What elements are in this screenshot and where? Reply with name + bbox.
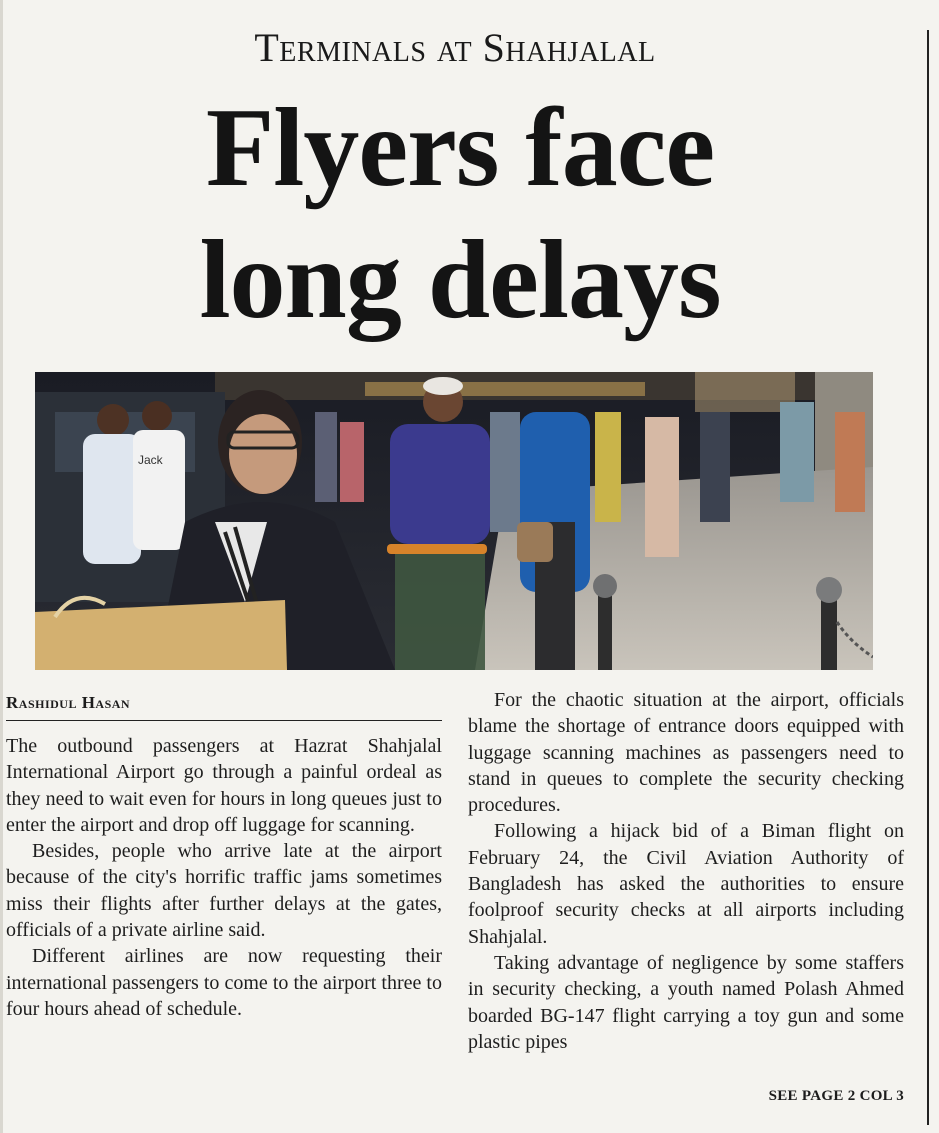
paragraph: Different airlines are now requesting their international passengers to come to the airport three to four hours ahead of schedule. <box>6 945 442 1020</box>
paragraph: For the chaotic situation at the airport, officials blame the shortage of entrance doors equipped with luggage scanning machines as passengers need to stand in queues to complete the security checking procedures. <box>468 689 904 817</box>
article-column-2 <box>468 687 904 1055</box>
news-photo <box>35 372 873 670</box>
paragraph: Besides, people who arrive late at the airport because of the city's horrific traffic jams sometimes miss their flights after further delays at the gates, officials of a private airline said. <box>6 840 442 942</box>
article-column-1 <box>6 733 442 1022</box>
paragraph: The outbound passengers at Hazrat Shahjalal International Airport go through a painful ordeal as they need to wait even for hours in long queues just to enter the airport and drop off luggage for scanning. <box>6 735 442 836</box>
kicker: Terminals at Shahjalal <box>254 25 656 70</box>
continuation-link[interactable]: SEE PAGE 2 COL 3 <box>768 1088 904 1104</box>
byline: Rashidul Hasan <box>6 693 131 712</box>
paragraph: Taking advantage of negligence by some staffers in security checking, a youth named Polash Ahmed boarded BG-147 flight carrying a toy gun and some plastic pipes <box>468 951 904 1053</box>
column-rule <box>927 30 929 1125</box>
headline-line-1: Flyers face <box>205 86 715 210</box>
byline-rule <box>6 720 442 721</box>
headline-line-2: long delays <box>199 218 721 342</box>
paragraph: Following a hijack bid of a Biman flight on February 24, the Civil Aviation Authority of Bangladesh has asked the authorities to ensure foolproof security checks at all airports including Shahjalal. <box>468 820 904 948</box>
headline <box>0 82 920 346</box>
shirt-print: Jack <box>138 453 163 467</box>
